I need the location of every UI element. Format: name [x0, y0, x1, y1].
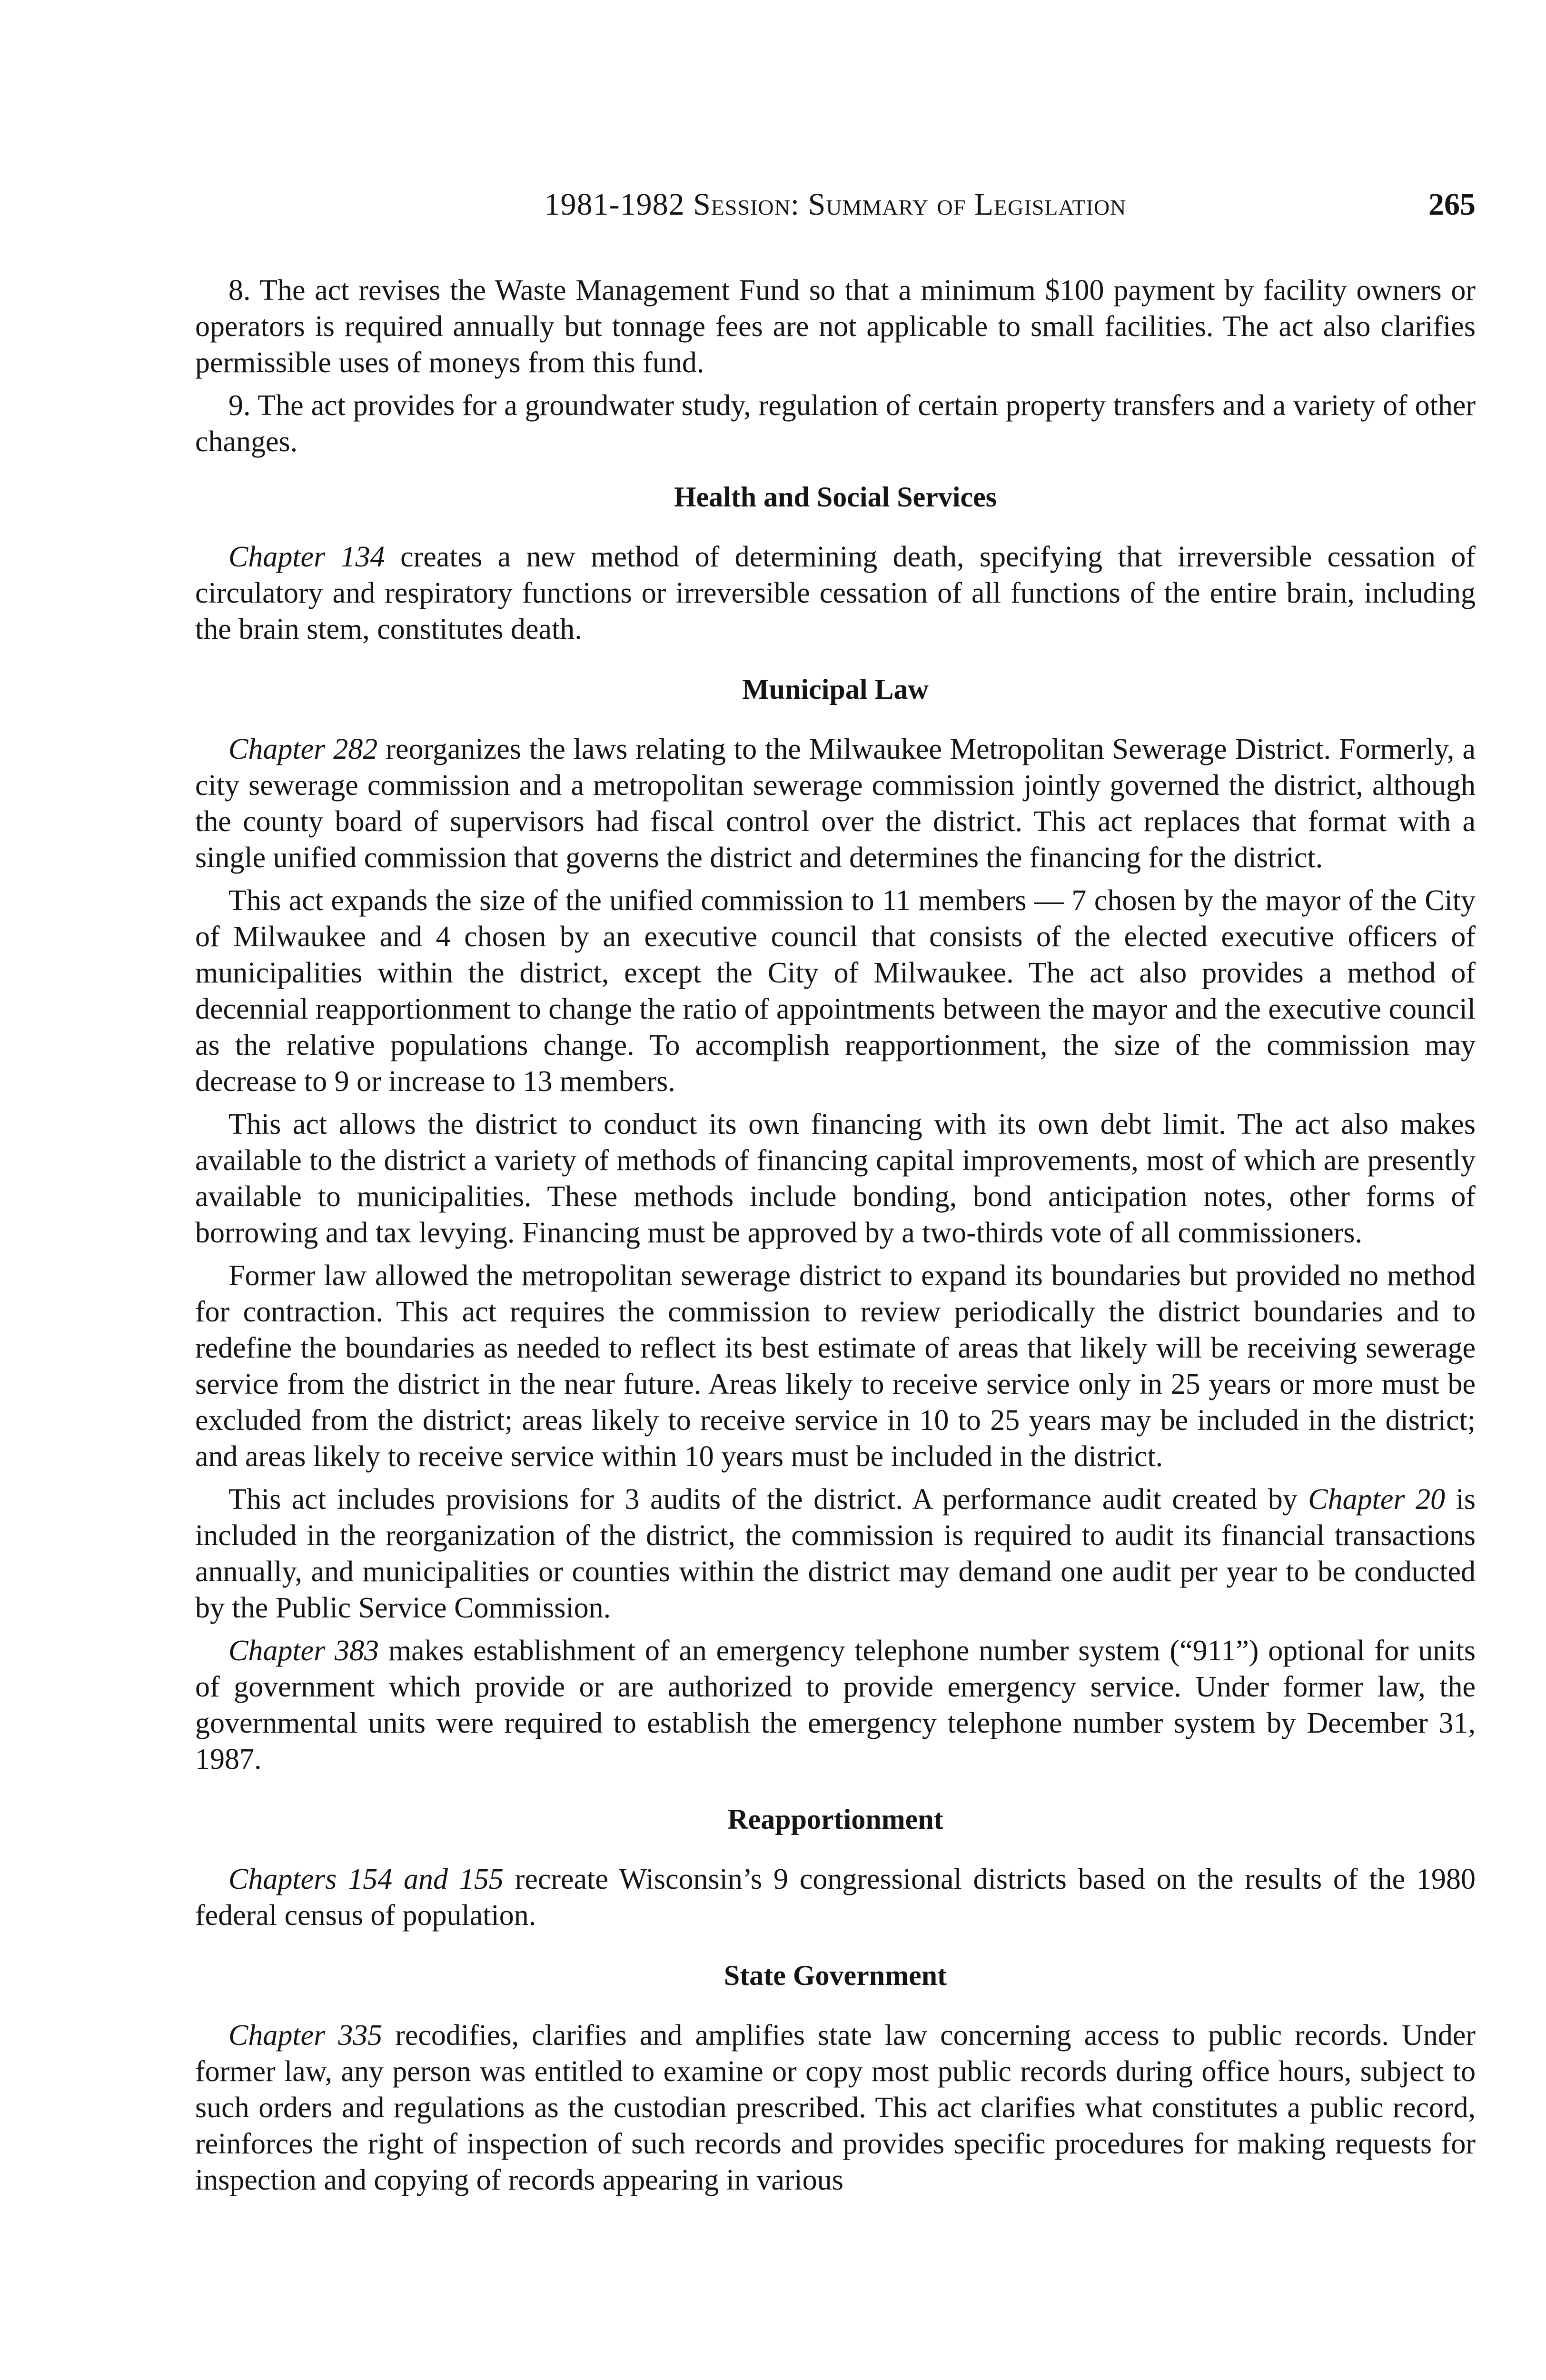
paragraph-waste-9: 9. The act provides for a groundwater study, regulation of certain property transfers and a variety of other changes. — [195, 389, 1476, 458]
heading-state-government: State Government — [723, 1960, 947, 1991]
chapter-reference: Chapter 335 — [228, 2019, 383, 2052]
session-label: Session: — [693, 187, 800, 222]
chapter-reference: Chapter 383 — [228, 1635, 379, 1667]
paragraph-text: creates a new method of determining death, specifying that irreversible cessation of circulatory and respiratory functions or irreversible cessation of all functions of the entire brain, including the brain stem, constitutes death. — [195, 541, 1476, 645]
paragraph-reapportionment-1 — [195, 1861, 1476, 1934]
paragraph-municipal-2: This act expands the size of the unified commission to 11 members — 7 chosen by the mayor of the City of Milwaukee and 4 chosen by an executive council that consists of the elected executive officers of municipalities within the district, except the City of Milwaukee. The act also provides a method of decennial reapportionment to change the ratio of appointments between the mayor and the executive council as the relative populations change. To accomplish reapportionment, the size of the commission may decrease to 9 or increase to 13 members. — [195, 884, 1476, 1098]
paragraph-state-government-1 — [195, 2017, 1476, 2198]
paragraph-waste-8: 8. The act revises the Waste Management Fund so that a minimum $100 payment by facility owners or operators is required annually but tonnage fees are not applicable to small facilities. The act also clarifies permissible uses of moneys from this fund. — [195, 274, 1476, 379]
paragraph-text: reorganizes the laws relating to the Milwaukee Metropolitan Sewerage District. Formerly, a city sewerage commission and a metropolitan sewerage commission jointly governed the district, although the county board of supervisors had fiscal control over the district. This act replaces that format with a single unified commission that governs the district and determines the financing for the district. — [195, 733, 1476, 874]
heading-reapportionment: Reapportionment — [727, 1804, 943, 1835]
paragraph-municipal-5 — [195, 1481, 1476, 1626]
paragraph-text: is included in the reorganization of the district, the commission is required to audit its financial transactions annually, and municipalities or counties within the district may demand one audit per year to be conducted by the Public Service Commission. — [195, 1483, 1476, 1624]
paragraph-municipal-3: This act allows the district to conduct its own financing with its own debt limit. The act also makes available to the district a variety of methods of financing capital improvements, most of which are presently available to municipalities. These methods include bonding, bond anticipation notes, other forms of borrowing and tax levying. Financing must be approved by a two-thirds vote of all commissioners. — [195, 1108, 1476, 1249]
heading-municipal-law: Municipal Law — [742, 674, 929, 705]
page-header — [195, 187, 1476, 229]
paragraph-text: This act includes provisions for 3 audits of the district. A performance audit created by — [228, 1483, 1308, 1516]
paragraph-text: recreate Wisconsin’s 9 congressional districts based on the results of the 1980 federal census of population. — [195, 1863, 1476, 1932]
chapter-reference: Chapter 282 — [228, 733, 378, 765]
year-range: 1981-1982 — [544, 187, 685, 222]
chapter-reference: Chapter 20 — [1308, 1483, 1446, 1516]
running-title — [195, 187, 1476, 223]
paragraph-health-1 — [195, 539, 1476, 647]
heading-health-social-services: Health and Social Services — [674, 481, 997, 513]
paragraph-municipal-6 — [195, 1633, 1476, 1777]
document-body — [195, 272, 1476, 2198]
paragraph-municipal-1 — [195, 731, 1476, 876]
page-number: 265 — [1428, 187, 1476, 222]
chapter-reference: Chapter 134 — [228, 541, 385, 573]
paragraph-municipal-4: Former law allowed the metropolitan sewerage district to expand its boundaries but provided no method for contraction. This act requires the commission to review periodically the district boundaries and to redefine the boundaries as needed to reflect its best estimate of areas that likely will be receiving sewerage service from the district in the near future. Areas likely to receive service only in 25 years or more must be excluded from the district; areas likely to receive service in 10 to 25 years may be included in the district; and areas likely to receive service within 10 years must be included in the district. — [195, 1259, 1476, 1473]
summary-label: Summary of Legislation — [808, 187, 1127, 222]
paragraph-text: makes establishment of an emergency telephone number system (“911”) optional for units of government which provide or are authorized to provide emergency service. Under former law, the governmental units were required to establish the emergency telephone number system by December 31, 1987. — [195, 1635, 1476, 1775]
chapter-reference: Chapters 154 and 155 — [228, 1863, 504, 1895]
paragraph-text: recodifies, clarifies and amplifies state law concerning access to public records. Under former law, any person was entitled to examine or copy most public records during office hours, subject to such orders and regulations as the custodian prescribed. This act clarifies what constitutes a public record, reinforces the right of inspection of such records and provides specific procedures for making requests for inspection and copying of records appearing in various — [195, 2019, 1476, 2196]
